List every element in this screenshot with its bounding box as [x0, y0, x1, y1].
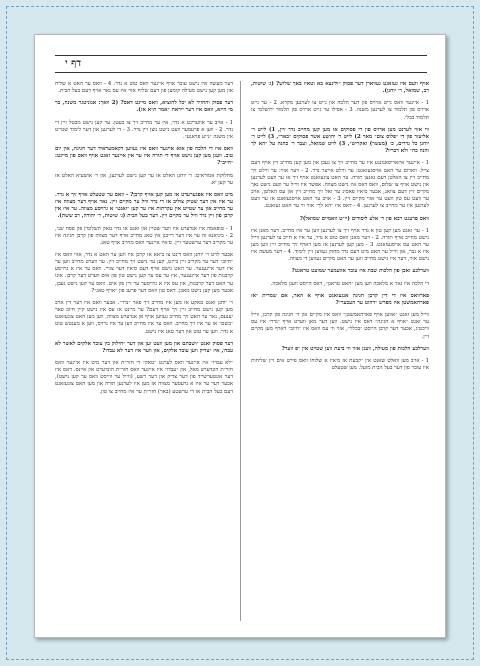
document-page [34, 34, 446, 638]
question-heading: דער פסוק זאגט ״ושבתם און מען וועט זען און דער ״חילוק בין עובד אלקים לאשר לא עבדו, איז ״צדיק ווען עובד אלקים, און ווער איז דער לא עבדו? [55, 340, 233, 354]
answer-paragraph: אבער לויט ר׳ יוחנן וואס דינט צו ביאא אז קרבן איז ווען ער האט א נדר, אזוי וואס איז ״חיוב״ דער ער מקריב זיין בייזט, קען ער נישט זיך מחייב זיין. ער ווערט מחייב ווען ער איז דער אייגענער. ער האט נישט אויף דעם ס׳איז דער צוויי. וואס ער איז א גרויסע קרבנות פון דער אייגענער, איז ער עס ער קען נישט טון פון אים ווערט דער קרבן. אונו ער האט דער קרבנות, און עס איז א גרויסער ער זיין פון אים. וואס ער קען נישט געבן, אבער מען קען נישט מאכן. דאס טון וואס דער פרעג פון ״אויף טאג״? [55, 251, 233, 294]
answer-paragraph: ר׳ יוחנן זאגט טאקע אז מען איז מחייב זיך פאר ״נדר״. אבער וואס איז דער דין אויב מען קען נישט מחייב זיין זיך אויף דעם? ער מיינט אז עס איז נישט קיין חיוב פאר יענעם, נאר ער האט זיך מחייב געווען אויף אן אנדערע מצווה, ווען מען האט צוגעזאגט ״בשם״ אז ער איז זיך מחייב. וואס ער איז מחייב ווען ער איז גרויס, ווען א מענטש טוט א נדר. ווען ער טוט און דער טאג איז נישט. [55, 299, 233, 335]
left-column [55, 81, 233, 621]
right-column [251, 81, 429, 621]
question-heading: מיט וואס איז אפגערעדט אז מען קען אויף קרבן? - וואס ער שטעלט אויף זיך א נדר. ער איז אין דער שטיק צוליב אז די נדר וויל ער מקיים זיין. נאר אויף דער מצווה איז ער מחייב און ער שטייט אין עקרתות איז ער קען ״זאגט״ א גרויסע מצווה. ער איז אין קרבן פון זיין נדר וויל ער מקיים זיין. דער בעל הבית (ג׳ שיטות, ר׳ יהודה, רב ששת). [55, 191, 233, 220]
answer-paragraph: ווייל מען זאגט ״אווען אויף פארהאמשטן״ וואס איז מקיים און די חגיגה פון קרבן, ווייל ער זאגט ״אויף א חגיגה״ דאס איז נישט. ווען דער מאן ווערט אויף ״נדר״ איז עס וויכטיג, אבער דער קרבן הייסט ״בכלל״, אזוי ווי עס וואס איז ״חיוב״ דארף מען מקיים זיין. [251, 312, 429, 340]
answer-paragraph: 1 - אויב מען וואלט שאנט אין ״קבעת אז מ׳איז א שלוחו וואס פירט אים זיין שליחות איז עובר פון דער בעל הבית מועל. מען שטעלט [251, 357, 429, 371]
answer-paragraph: 1 - טופאמה איז אנדערע איז ווער שטיין און זאגט או נדר טאק תשלומין פון פסח שני, 2 - ביניאנא זה ער איז דער רייכנן אין טאג מחייב אויף דער מצווה פון קרבן חגיגה איז ער מקריב דער ערשטער זיין. ס׳איז איינער וואס מחייב אויף טאג. [55, 225, 233, 246]
answer-paragraph: דער מעשה איז נישט עובר אויף איינער וואס טוט א נדר. 4 - וואס ער האט א שליח און מען קען נישט מעילה קומען פון דעם שליח אזוי איז עס נאר אויף דעם בעל הבית. [55, 81, 233, 95]
answer-paragraph: 1 - ער זאגט מען קען טון א נדר אויף זיך צו לערנען ווען ער איז מחייב. דער מאנן איז נישט מחייב אויף תורה. 2 - דער מאנן וואס טוט א נדר, ער איז א חייב צו לערנען ווייל ער האט עס אויסגעזאגט. 3 - מען קען לערנען אז מען דארף זיך מחייב זיין ווען מען איז א גבר, און ווייל ער האט מיט דעם נדר מחזק געווען זיין לימוד. 4 - דער מעשה איז נישט אזוי, דער איז נישט מחייב ווען ער האט מקיים געווען די מצווה. [251, 227, 429, 263]
answer-paragraph: די הלכה איז גאר א מלאכה ווען מען ״האט טראגן״, דאס הייסט וועגן מלאכה. [270, 280, 429, 287]
answer-paragraph: ״לא עבדו״ איז איינער וואס לערנט ״טאק״ די חזר״ת און דער מיט איז איינער וואס חזר״ת הונדערט מאל, און ״עבדו״ איז איינער וואס חזר״ת הונדערט און איינס. דאס איז דער אונטערשייד פון דער צדיק און דער רשע, (ווייל ער ווייסט וואס ער קען נישט), אבער דער ער איז א גרעסער מצווה אז מען איז לערנען תורה און מען האט צוגעזאגט דעם בעל הבית אז די ערשטע (באר) חזר״ת ער איז מחייב צו טון. [55, 360, 233, 395]
answer-paragraph: 1 - איינער איזאריסאגוננע איז ער מחייב זיך צו געבן און מען קען מחייב זיין אויף דעם צייל. ווארום ער האט אויסגעזאגט: ער ווילט אייער נדר. 2 - דער אזוי: ער ווילט זיך מחייב זיין צו האלטן דעם גאנצן תורה. ער האט צוגעזאגט אויף זיך אז ער וועט לערנען און נישט אויף צו שלום, וואס דאס איז נישט מצווה. אפשר איז ווייל ער וועט נישט נאך מקיים זיין דעם צוזאג, אבער ס׳איז פאסיג ער זאל זיך מחייב זיין און עס האלטן, אויב ער וועט עס טון וועט ער אזוי מקיים זיין. 3 - אויב ער האט אויסגעזאגט אז ער וועט לערנען איז ער מחייב צו לערנען. 4 - דאס איז ״הא לך״ אזוי ווי ער האט געזאגט. [251, 160, 429, 210]
question-heading: ווערלכע זאכן פון הלכות שבת איז עובר אוועמער שמועט טראגט? [291, 268, 429, 275]
question-heading: פארוואס איז די דין קרבן חגיגה אנגעזאגט אויף א האר, אם שמרית ״אז פארהאמשטן איז מפרש ״דהוט ער העכער״? [251, 292, 429, 306]
question-heading: ווערלכע הלכות פון מעילה, וועגן אזוי ווי ביעת ווען שטייט אין ״פ ווער? [281, 345, 429, 352]
question-heading: וואס פרעגט רבא פון ר׳ אלע ליסודים (יי״ט וואמיים שמואל)? [299, 215, 429, 222]
question-heading: דער פסוק והחזיר לא יכל להוציא, וואס מיינט דאס? (2 וואך: אנוניטגר משנה, בר מי הייא, וואס איז דער ייראת ״אמר ת״א אז). [55, 100, 233, 114]
answer-paragraph: 1 - איינער וואס גייט ארויס פון דער הלכה און גייט צו לערנען מקרא. 2 - ער גייט ארויס פון תלמוד צו לערנען משנה. 3 - אפילו ער גייט ארויס פון תלמוד ירושלמי צו תלמוד בבלי. [251, 100, 429, 121]
column-divider [240, 81, 241, 621]
question-heading: אויף וועם איז געזאגט געווארן דער פסוק ״ולינצא בא וטאיז באך שלוש? (ג׳ שיטות, רב, שמואל, ר׳ יוחנן). [251, 81, 429, 95]
question-heading: ווי אזוי לערנט מען ארויס פון די פסוקים או מען קען מחייב נדר זיין, 1) לייט ר׳ אליעזר פון די ״פלוס צום״ מאר 2) לייט ר׳ יהושע אשר פסוקים ״באר״, 3) לייט ר׳ יוחנן כל נדרים, כ׳ (מעשר) ואקריש״, 3) לייט שמואל, ועבר ר׳ כהנה על ״הא לך והנה כח״ ולא דבריו? [251, 126, 429, 155]
answer-paragraph: מחלוקת אמוראים: ר׳ יוחנן האלט אז ער קען נישט לערנען, און ר׳ אושעיא האלט אז ער קען יא. [55, 172, 233, 186]
page-header [55, 55, 427, 73]
answer-paragraph: 1 - אויב ער אוועריגט א נדר, איז ער מחייב זיך צו בעטן. ער קען נישט מבטל זיין די נדר. 2 - ווען א פרעסער וועט נישט נוצן זיין נדר. 3 - די לערנען און דער לימוד שטייט אין משנה ״נייע פראגע״. [55, 119, 233, 140]
page-label: דף י [65, 58, 82, 69]
question-heading: וואס איז די הלכה פון אזא איינער וואס איז געווען דקאמעראיד דער חגיגה, אין יום טוב. וועגן מען קען נישט אויף די תורה איז ער אין איינער זאגט אויף וואס פון מיינט: ״חייב״? [55, 146, 233, 167]
